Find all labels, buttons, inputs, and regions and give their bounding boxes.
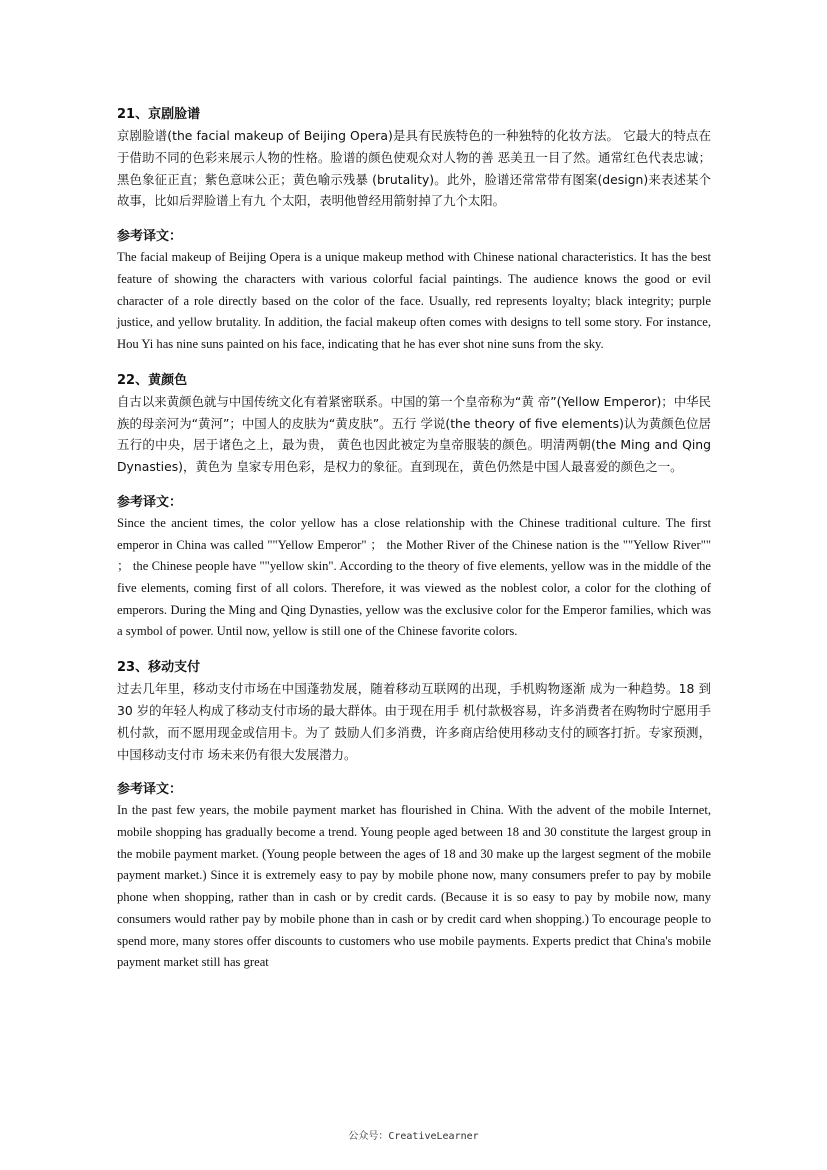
section-heading: 23、移动支付 [117, 660, 201, 676]
chinese-passage: 京剧脸谱(the facial makeup of Beijing Opera)是具有民族特色的一种独特的化妆方法。 它最大的特点在于借助不同的色彩来展示人物的性格。脸谱的颜色使观众对人物的善 恶美丑一目了然。通常红色代表忠诚；黑色象征正直；紫色意味公正；黄色喻示残暴 (brutality)。此外，脸谱还常常带有图案(design)来表述某个故事，比如后羿脸谱上有九 个太阳，表明他曾经用箭射掉了九个太阳。 [117, 128, 711, 209]
chinese-passage: 自古以来黄颜色就与中国传统文化有着紧密联系。中国的第一个皇帝称为“黄 帝”(Yellow Emperor)；中华民族的母亲河为“黄河”；中国人的皮肤为“黄皮肤”。五行 学说(the theory of five elements)认为黄颜色位居五行的中央，居于诸色之上，最为贵， 黄色也因此被定为皇帝服装的颜色。明清两朝(the Ming and Qing Dynasties)，黄色为 皇家专用色彩，是权力的象征。直到现在，黄色仍然是中国人最喜爱的颜色之一。 [117, 393, 711, 475]
page-footer: 公众号：CreativeLearner [348, 1131, 479, 1142]
english-translation: In the past few years, the mobile payment market has flourished in China. With the advent of the mobile Internet, mobile shopping has gradually become a trend. Young people aged between 18 and 30 constitute the largest group in the mobile payment market. (Young people between the ages of 18 and 30 make up the largest segment of the mobile payment market.) Since it is extremely easy to pay by mobile phone now, many consumers prefer to pay by mobile phone when shopping, rather than in cash or by credit cards. (Because it is so easy to pay by mobile now, many consumers would rather pay by mobile phone than in cash or by credit card when shopping.) To encourage people to spend more, many stores offer discounts to customers who use mobile payments. Experts predict that China's mobile payment market still has great [117, 803, 711, 970]
english-translation: The facial makeup of Beijing Opera is a unique makeup method with Chinese national characteristics. It has the best feature of showing the characters with various colorful facial paintings. The audience knows the good or evil character of a role directly based on the color of the face. Usually, red represents loyalty; black integrity; purple justice, and yellow brutality. In addition, the facial makeup often comes with designs to tell some story. For instance, Hou Yi has nine suns painted on his face, indicating that he has ever shot nine suns from the sky. [117, 250, 711, 351]
section-heading: 21、京剧脸谱 [117, 107, 201, 122]
translation-heading: 参考译文： [117, 229, 183, 245]
document-page [117, 104, 711, 974]
section-yellow-color [117, 370, 711, 478]
translation-heading: 参考译文： [117, 494, 183, 510]
translation-heading: 参考译文： [117, 782, 183, 798]
section-peking-opera-makeup [117, 104, 711, 212]
section-heading: 22、黄颜色 [117, 372, 188, 388]
section-mobile-payment [117, 657, 711, 765]
section-translation-1 [117, 226, 711, 356]
section-translation-3 [117, 779, 711, 974]
chinese-passage: 过去几年里，移动支付市场在中国蓬勃发展，随着移动互联网的出现，手机购物逐渐 成为一种趋势。18 到 30 岁的年轻人构成了移动支付市场的最大群体。由于现在用手 机付款极容易，许多消费者在购物时宁愿用手机付款，而不愿用现金或信用卡。为了 鼓励人们多消费，许多商店给使用移动支付的顾客打折。专家预测，中国移动支付市 场未来仍有很大发展潜力。 [117, 681, 711, 762]
english-translation: Since the ancient times, the color yellow has a close relationship with the Chinese traditional culture. The first emperor in China was called ""Yellow Emperor" ； the Mother River of the Chinese nation is the ""Yellow River"" ； the Chinese people have ""yellow skin". According to the theory of five elements, yellow was in the middle of the five elements, coming first of all colors. Therefore, it was viewed as the noblest color, a color for the clothing of emperors. During the Ming and Qing Dynasties, yellow was the exclusive color for the Emperor families, which was a symbol of power. Until now, yellow is still one of the Chinese favorite colors. [117, 515, 711, 639]
section-translation-2 [117, 492, 711, 643]
